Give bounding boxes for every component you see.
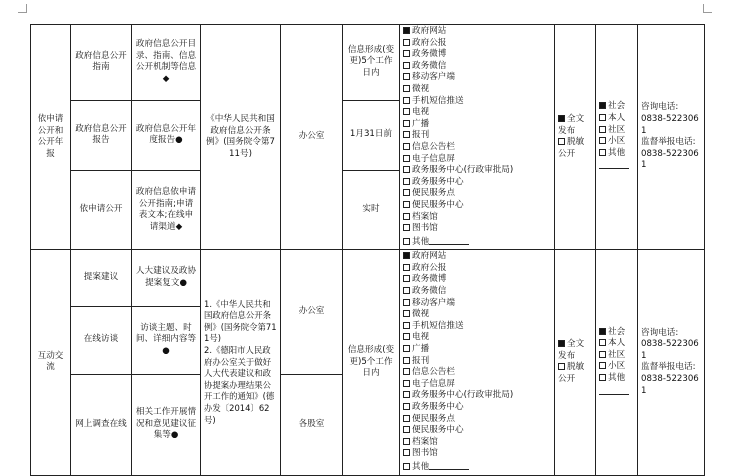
checkbox-unchecked-icon bbox=[403, 426, 410, 433]
channel-option bbox=[403, 379, 480, 391]
option-label: 政府公报 bbox=[412, 37, 447, 48]
option-label: 便民服务点 bbox=[412, 188, 455, 199]
checkbox-unchecked-icon bbox=[403, 275, 410, 282]
option-label: 政务微博 bbox=[412, 274, 447, 285]
checkbox-checked-icon bbox=[599, 102, 606, 109]
scope-option bbox=[558, 114, 592, 137]
channel-option bbox=[403, 188, 480, 200]
checkbox-unchecked-icon bbox=[403, 380, 410, 387]
checkbox-unchecked-icon bbox=[558, 138, 565, 145]
option-label: 社会 bbox=[608, 101, 626, 112]
audience-cell bbox=[596, 25, 638, 250]
checkbox-checked-icon bbox=[558, 115, 565, 122]
fill-in-line bbox=[599, 385, 629, 395]
table-row bbox=[31, 250, 705, 306]
content-cell: 政府信息公开年度报告● bbox=[132, 100, 201, 170]
item-cell: 提案建议 bbox=[71, 250, 132, 306]
channel-option bbox=[403, 344, 480, 356]
checkbox-unchecked-icon bbox=[403, 39, 410, 46]
checkbox-unchecked-icon bbox=[599, 374, 606, 381]
option-label: 电子信息屏 bbox=[412, 378, 455, 389]
checkbox-unchecked-icon bbox=[599, 339, 606, 346]
page-corner-mark-right bbox=[703, 4, 712, 13]
channel-option bbox=[403, 72, 480, 84]
checkbox-unchecked-icon bbox=[403, 449, 410, 456]
fill-in-line bbox=[429, 460, 469, 470]
consult-phone: 0838-5223061 bbox=[641, 113, 699, 136]
option-label: 移动客户端 bbox=[412, 297, 455, 308]
option-label: 政务服务中心(行政审批局) bbox=[412, 165, 514, 176]
category-cell: 依申请公开和公开年报 bbox=[31, 25, 71, 250]
channel-option bbox=[403, 298, 480, 310]
option-label: 手机短信推送 bbox=[412, 320, 464, 331]
consult-phone: 0838-5223061 bbox=[641, 339, 699, 361]
scope-all-label: 全文发布 bbox=[558, 339, 585, 361]
checkbox-unchecked-icon bbox=[599, 137, 606, 144]
contact-cell bbox=[638, 250, 705, 475]
channel-option bbox=[403, 448, 480, 460]
content-cell: 政府信息公开目录、指南、信息公开机制等信息◆ bbox=[132, 25, 201, 101]
option-label: 信息公告栏 bbox=[412, 141, 455, 152]
channels-cell bbox=[400, 25, 555, 250]
option-label: 政务服务中心 bbox=[412, 402, 464, 412]
subject-cell: 办公室 bbox=[281, 25, 343, 250]
channel-option bbox=[403, 286, 480, 298]
channel-option bbox=[403, 119, 480, 131]
fill-in-line bbox=[429, 235, 469, 245]
checkbox-unchecked-icon bbox=[403, 415, 410, 422]
contact-cell bbox=[638, 25, 705, 250]
content-cell: 政府信息依申请公开指南;申请表文本;在线申请渠道◆ bbox=[132, 170, 201, 249]
option-label: 社区 bbox=[608, 124, 626, 135]
deadline-cell: 信息形成(变更)5个工作日内 bbox=[343, 250, 400, 475]
scope-masked-label: 脱敏公开 bbox=[558, 137, 585, 159]
scope-masked-label: 脱敏公开 bbox=[558, 362, 585, 385]
checkbox-unchecked-icon bbox=[403, 391, 410, 398]
checkbox-checked-icon bbox=[403, 27, 410, 34]
option-label: 图书馆 bbox=[412, 448, 438, 459]
option-label: 便民服务点 bbox=[412, 413, 455, 424]
checkbox-unchecked-icon bbox=[403, 131, 410, 138]
page-corner-mark-left bbox=[18, 4, 27, 13]
subject-cell: 各股室 bbox=[281, 374, 343, 475]
option-label: 便民服务中心 bbox=[412, 425, 464, 436]
channel-option bbox=[403, 390, 551, 402]
channel-option bbox=[403, 212, 480, 224]
checkbox-unchecked-icon bbox=[403, 287, 410, 294]
checkbox-unchecked-icon bbox=[599, 114, 606, 121]
channel-option bbox=[403, 130, 480, 142]
scope-all-label: 全文发布 bbox=[558, 113, 585, 136]
checkbox-unchecked-icon bbox=[403, 368, 410, 375]
option-label: 政府网站 bbox=[412, 251, 447, 262]
checkbox-unchecked-icon bbox=[403, 224, 410, 231]
checkbox-unchecked-icon bbox=[403, 62, 410, 69]
checkbox-unchecked-icon bbox=[403, 238, 410, 245]
channel-list bbox=[403, 26, 551, 248]
category-cell: 互动交流 bbox=[31, 250, 71, 475]
checkbox-unchecked-icon bbox=[403, 73, 410, 80]
checkbox-checked-icon bbox=[599, 328, 606, 335]
audience-option bbox=[599, 125, 634, 137]
option-label: 政务微信 bbox=[412, 286, 447, 297]
channel-option bbox=[403, 38, 480, 50]
checkbox-unchecked-icon bbox=[403, 264, 410, 271]
checkbox-unchecked-icon bbox=[403, 357, 410, 364]
audience-cell bbox=[596, 250, 638, 475]
item-cell: 网上调查在线 bbox=[71, 374, 132, 475]
item-cell: 政府信息公开指南 bbox=[71, 25, 132, 101]
option-label: 本人 bbox=[608, 112, 626, 123]
channel-option bbox=[403, 251, 480, 263]
option-label: 其他 bbox=[608, 147, 626, 158]
channel-list bbox=[403, 251, 551, 473]
audience-option bbox=[599, 361, 634, 373]
disclosure-table bbox=[30, 24, 705, 476]
audience-option bbox=[599, 101, 634, 113]
checkbox-unchecked-icon bbox=[403, 438, 410, 445]
checkbox-unchecked-icon bbox=[403, 166, 410, 173]
channel-option bbox=[403, 235, 480, 249]
channel-option bbox=[403, 309, 480, 321]
report-label: 监督举报电话: bbox=[641, 137, 696, 148]
audience-option bbox=[599, 327, 634, 339]
report-label: 监督举报电话: bbox=[641, 362, 696, 373]
audience-option bbox=[599, 350, 634, 362]
channel-option bbox=[403, 26, 480, 38]
checkbox-unchecked-icon bbox=[403, 97, 410, 104]
channel-option bbox=[403, 367, 480, 379]
option-label: 小区 bbox=[608, 361, 626, 372]
audience-list bbox=[599, 101, 634, 159]
channel-option bbox=[403, 460, 480, 474]
option-label: 便民服务中心 bbox=[412, 199, 464, 210]
deadline-cell: 1月31日前 bbox=[343, 100, 400, 170]
checkbox-unchecked-icon bbox=[403, 143, 410, 150]
option-label: 其他 bbox=[412, 236, 430, 247]
option-label: 政府公报 bbox=[412, 262, 447, 273]
option-label: 广播 bbox=[412, 344, 430, 355]
audience-option bbox=[599, 136, 634, 148]
channel-option bbox=[403, 223, 480, 235]
report-phone: 0838-5223061 bbox=[641, 374, 699, 396]
deadline-cell: 信息形成(变更)5个工作日内 bbox=[343, 25, 400, 101]
option-label: 政务服务中心 bbox=[412, 176, 464, 187]
scope-option bbox=[558, 137, 592, 160]
option-label: 政务微信 bbox=[412, 60, 447, 71]
content-cell: 人大建议及政协提案复文● bbox=[132, 250, 201, 306]
channels-cell bbox=[400, 250, 555, 475]
option-label: 社区 bbox=[608, 349, 626, 360]
option-label: 档案馆 bbox=[412, 211, 438, 222]
scope-option bbox=[558, 362, 592, 385]
option-label: 电子信息屏 bbox=[412, 153, 455, 164]
option-label: 信息公告栏 bbox=[412, 367, 455, 378]
report-phone: 0838-5223061 bbox=[641, 148, 699, 171]
channel-option bbox=[403, 414, 480, 426]
checkbox-unchecked-icon bbox=[403, 403, 410, 410]
audience-option bbox=[599, 113, 634, 125]
option-label: 广播 bbox=[412, 118, 430, 129]
audience-option bbox=[599, 338, 634, 350]
channel-option bbox=[403, 49, 480, 61]
checkbox-unchecked-icon bbox=[403, 463, 410, 470]
content-cell: 访谈主题、时间、详细内容等● bbox=[132, 306, 201, 374]
consult-label: 咨询电话: bbox=[641, 327, 679, 338]
checkbox-unchecked-icon bbox=[599, 362, 606, 369]
fill-in-line bbox=[599, 159, 629, 169]
checkbox-unchecked-icon bbox=[403, 345, 410, 352]
channel-option bbox=[403, 165, 551, 177]
checkbox-checked-icon bbox=[558, 340, 565, 347]
channel-option bbox=[403, 332, 480, 344]
channel-option bbox=[403, 425, 480, 437]
checkbox-checked-icon bbox=[403, 252, 410, 259]
checkbox-unchecked-icon bbox=[403, 178, 410, 185]
audience-option bbox=[599, 148, 634, 160]
option-label: 政务微博 bbox=[412, 49, 447, 60]
option-label: 小区 bbox=[608, 136, 626, 147]
channel-option bbox=[403, 61, 480, 73]
option-label: 报刊 bbox=[412, 130, 430, 141]
channel-option bbox=[403, 274, 480, 286]
checkbox-unchecked-icon bbox=[403, 201, 410, 208]
option-label: 手机短信推送 bbox=[412, 95, 464, 106]
checkbox-unchecked-icon bbox=[403, 299, 410, 306]
table-row bbox=[31, 25, 705, 101]
option-label: 电视 bbox=[412, 332, 430, 343]
basis-text: 1.《中华人民共和国政府信息公开条例》(国务院令第711号) 2.《德阳市人民政府办公室关于做好人大代表建议和政协提案办理结果公开工作的通知》(德办发〔2014〕62号) bbox=[204, 298, 277, 425]
option-label: 政务服务中心(行政审批局) bbox=[412, 390, 514, 401]
checkbox-unchecked-icon bbox=[599, 126, 606, 133]
channel-option bbox=[403, 263, 480, 275]
scope-option bbox=[558, 339, 592, 362]
deadline-cell: 实时 bbox=[343, 170, 400, 249]
option-label: 政府网站 bbox=[412, 26, 447, 36]
checkbox-unchecked-icon bbox=[403, 189, 410, 196]
channel-option bbox=[403, 96, 480, 108]
option-label: 移动客户端 bbox=[412, 72, 455, 83]
checkbox-unchecked-icon bbox=[403, 50, 410, 57]
channel-option bbox=[403, 84, 480, 96]
channel-option bbox=[403, 356, 480, 368]
channel-option bbox=[403, 321, 480, 333]
checkbox-unchecked-icon bbox=[403, 322, 410, 329]
item-cell: 依申请公开 bbox=[71, 170, 132, 249]
channel-option bbox=[403, 200, 480, 212]
channel-option bbox=[403, 142, 480, 154]
checkbox-unchecked-icon bbox=[403, 85, 410, 92]
checkbox-unchecked-icon bbox=[403, 213, 410, 220]
checkbox-unchecked-icon bbox=[403, 108, 410, 115]
channel-option bbox=[403, 437, 480, 449]
content-cell: 相关工作开展情况和意见建议征集等● bbox=[132, 374, 201, 475]
channel-option bbox=[403, 177, 480, 189]
consult-label: 咨询电话: bbox=[641, 102, 679, 113]
channel-option bbox=[403, 154, 480, 166]
option-label: 其他 bbox=[608, 373, 626, 384]
checkbox-unchecked-icon bbox=[403, 310, 410, 317]
checkbox-unchecked-icon bbox=[403, 333, 410, 340]
checkbox-unchecked-icon bbox=[599, 351, 606, 358]
option-label: 电视 bbox=[412, 107, 430, 118]
checkbox-unchecked-icon bbox=[403, 155, 410, 162]
option-label: 报刊 bbox=[412, 355, 430, 366]
option-label: 微视 bbox=[412, 83, 430, 94]
item-cell: 在线访谈 bbox=[71, 306, 132, 374]
channel-option bbox=[403, 107, 480, 119]
audience-option bbox=[599, 373, 634, 385]
checkbox-unchecked-icon bbox=[403, 120, 410, 127]
option-label: 图书馆 bbox=[412, 223, 438, 234]
basis-cell bbox=[201, 250, 281, 475]
checkbox-unchecked-icon bbox=[558, 363, 565, 370]
option-label: 档案馆 bbox=[412, 436, 438, 447]
option-label: 社会 bbox=[608, 326, 626, 337]
basis-cell: 《中华人民共和国政府信息公开条例》(国务院令第711号) bbox=[201, 25, 281, 250]
option-label: 其他 bbox=[412, 461, 430, 472]
scope-cell bbox=[555, 25, 596, 250]
option-label: 本人 bbox=[608, 338, 626, 349]
channel-option bbox=[403, 402, 480, 414]
item-cell: 政府信息公开报告 bbox=[71, 100, 132, 170]
scope-cell bbox=[555, 250, 596, 475]
audience-list bbox=[599, 327, 634, 385]
option-label: 微视 bbox=[412, 309, 430, 320]
checkbox-unchecked-icon bbox=[599, 149, 606, 156]
subject-cell: 办公室 bbox=[281, 250, 343, 374]
